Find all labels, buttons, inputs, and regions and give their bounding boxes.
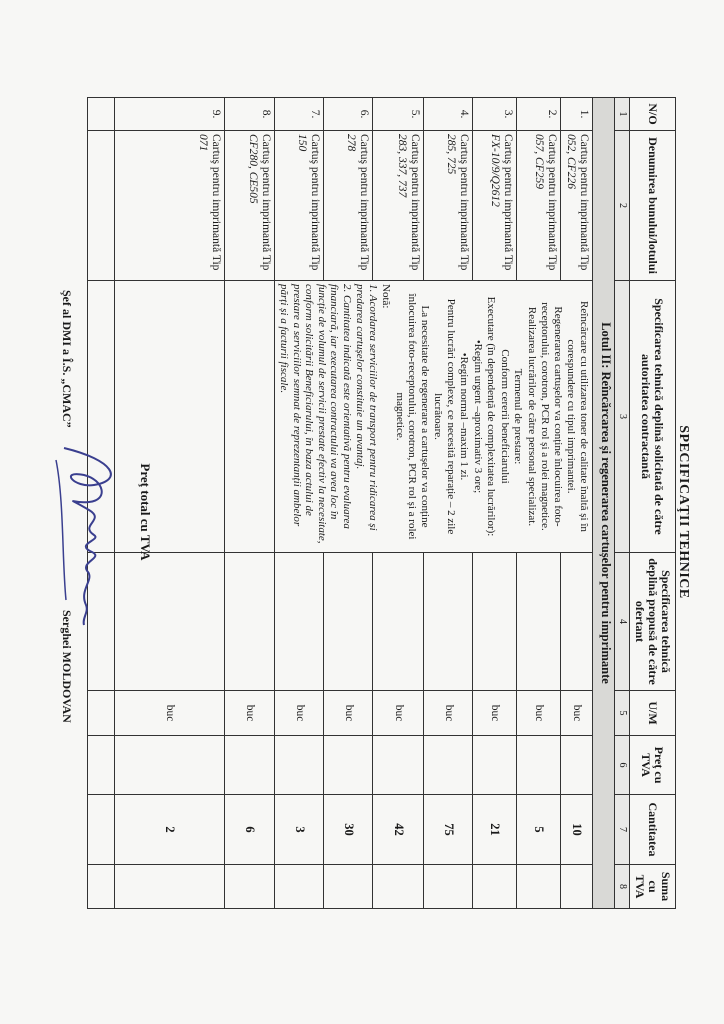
quantity-value: 42 xyxy=(373,795,424,865)
product-name: Cartuş pentru imprimantă Tip 285, 725 xyxy=(424,131,473,281)
sum-cell xyxy=(324,865,373,909)
lot-row xyxy=(593,98,615,909)
column-number: 7 xyxy=(615,795,630,865)
unit-of-measure: buc xyxy=(115,691,225,736)
header-row xyxy=(630,98,676,909)
total-cell xyxy=(88,736,115,795)
offered-spec-cell xyxy=(424,553,473,691)
table-row xyxy=(561,98,593,909)
product-name: Cartuş pentru imprimantă Tip 278 xyxy=(324,131,373,281)
sum-cell xyxy=(424,865,473,909)
total-cell xyxy=(88,131,115,281)
column-number: 1 xyxy=(615,98,630,131)
row-number: 4. xyxy=(424,98,473,131)
total-price-label: Preţ total cu TVA xyxy=(138,463,153,561)
column-number: 3 xyxy=(615,281,630,553)
signatory-name: Serghei MOLDOVAN xyxy=(60,610,74,723)
row-number: 9. xyxy=(115,98,225,131)
header-nr: N/O xyxy=(630,98,676,131)
handwritten-signature xyxy=(44,440,134,630)
price-cell xyxy=(424,736,473,795)
quantity-value: 2 xyxy=(115,795,225,865)
unit-of-measure: buc xyxy=(473,691,517,736)
price-cell xyxy=(225,736,275,795)
header-spec-offered: Specificarea tehnică deplină propusă de către ofertant xyxy=(630,553,676,691)
price-cell xyxy=(115,736,225,795)
signatory-role: Şef al DMI a Î.S. „CMAC” xyxy=(60,290,74,428)
quantity-value: 3 xyxy=(275,795,324,865)
spec-cell-empty xyxy=(225,281,275,553)
unit-of-measure: buc xyxy=(275,691,324,736)
technical-specification: Reîncărcare cu utilizarea toner de calitate înaltă și în corespundere cu tipul imprimantei. Regenerarea cartușelor va conține înlocuirea foto-receptorului, corotron, PCR rol și a rolei magnetice. Realizarea lucrărilor de către personal specializat. Termenul de prestare: Conform cererii beneficiarului Executare (în dependență de complexitatea lucrărilor): • Regim urgent –aproximativ 3 ore; • Regim normal –maxim 1 zi. Pentru lucrări complexe, ce necesită reparație – 2 zile lucrătoare. La necesitate de regenerare a cartușelor va conține înlocuirea foto-receptorului, corotron, PCR rol și a rolei magnetice. Notă: 1. Acordarea serviciilor de transport pentru ridicarea și predarea cartușelor constituie un avantaj. 2. Cantitatea indicată este orientativă pentru evaluarea financiară, iar executarea contractului va avea loc în funcție de volumul de servicii prestate efectiv la necesitate, conform solicitării Beneficiarului, în baza actului de prestare a serviciilor semnat de reprezentanții ambelor părți și a facturii fiscale. xyxy=(275,281,593,553)
product-name: Cartuş pentru imprimantă Tip 057, CF259 xyxy=(517,131,561,281)
product-name: Cartuş pentru imprimantă Tip 150 xyxy=(275,131,324,281)
quantity-value: 30 xyxy=(324,795,373,865)
sum-cell xyxy=(275,865,324,909)
quantity-value: 5 xyxy=(517,795,561,865)
row-number: 8. xyxy=(225,98,275,131)
unit-of-measure: buc xyxy=(225,691,275,736)
header-product: Denumirea bunului/lotului xyxy=(630,131,676,281)
header-price: Preţ cu TVA xyxy=(630,736,676,795)
offered-spec-cell xyxy=(225,553,275,691)
specifications-table xyxy=(87,97,676,909)
header-spec-required: Specificarea tehnică deplină solicitată de către autoritatea contractantă xyxy=(630,281,676,553)
offered-spec-cell xyxy=(373,553,424,691)
column-number: 5 xyxy=(615,691,630,736)
row-number: 7. xyxy=(275,98,324,131)
column-number-row xyxy=(615,98,630,909)
unit-of-measure: buc xyxy=(424,691,473,736)
quantity-value: 6 xyxy=(225,795,275,865)
row-number: 3. xyxy=(473,98,517,131)
unit-of-measure: buc xyxy=(373,691,424,736)
sum-cell xyxy=(517,865,561,909)
column-number: 4 xyxy=(615,553,630,691)
product-name: Cartuş pentru imprimantă Tip 052, CF226 xyxy=(561,131,593,281)
unit-of-measure: buc xyxy=(324,691,373,736)
row-number: 5. xyxy=(373,98,424,131)
column-number: 8 xyxy=(615,865,630,909)
offered-spec-cell xyxy=(517,553,561,691)
header-sum: Suma cu TVA xyxy=(630,865,676,909)
row-number: 2. xyxy=(517,98,561,131)
sum-cell xyxy=(225,865,275,909)
document-title: SPECIFICAŢII TEHNICE xyxy=(676,425,691,599)
price-cell xyxy=(373,736,424,795)
header-quantity: Cantitatea xyxy=(630,795,676,865)
sum-cell xyxy=(473,865,517,909)
price-cell xyxy=(561,736,593,795)
price-cell xyxy=(275,736,324,795)
offered-spec-cell xyxy=(275,553,324,691)
price-cell xyxy=(324,736,373,795)
total-cell xyxy=(88,865,115,909)
offered-spec-cell xyxy=(324,553,373,691)
price-cell xyxy=(517,736,561,795)
quantity-value: 10 xyxy=(561,795,593,865)
column-number: 2 xyxy=(615,131,630,281)
lot-title: Lotul II: Reîncărcarea și regenerarea cartușelor pentru imprimante xyxy=(593,98,615,909)
offered-spec-cell xyxy=(473,553,517,691)
total-cell xyxy=(88,98,115,131)
quantity-value: 75 xyxy=(424,795,473,865)
row-number: 6. xyxy=(324,98,373,131)
sum-cell xyxy=(115,865,225,909)
header-um: U/M xyxy=(630,691,676,736)
column-number: 6 xyxy=(615,736,630,795)
table-row xyxy=(225,98,275,909)
product-name: Cartuş pentru imprimantă Tip CF280, CE505 xyxy=(225,131,275,281)
unit-of-measure: buc xyxy=(517,691,561,736)
sum-cell xyxy=(561,865,593,909)
quantity-value: 21 xyxy=(473,795,517,865)
total-cell xyxy=(88,795,115,865)
product-name: Cartuş pentru imprimantă Tip FX-10/9/Q2612 xyxy=(473,131,517,281)
price-cell xyxy=(473,736,517,795)
sum-cell xyxy=(373,865,424,909)
product-name: Cartuş pentru imprimantă Tip 283, 337, 737 xyxy=(373,131,424,281)
product-name: Cartuş pentru imprimantă Tip 071 xyxy=(115,131,225,281)
row-number: 1. xyxy=(561,98,593,131)
offered-spec-cell xyxy=(561,553,593,691)
total-cell xyxy=(88,691,115,736)
unit-of-measure: buc xyxy=(561,691,593,736)
